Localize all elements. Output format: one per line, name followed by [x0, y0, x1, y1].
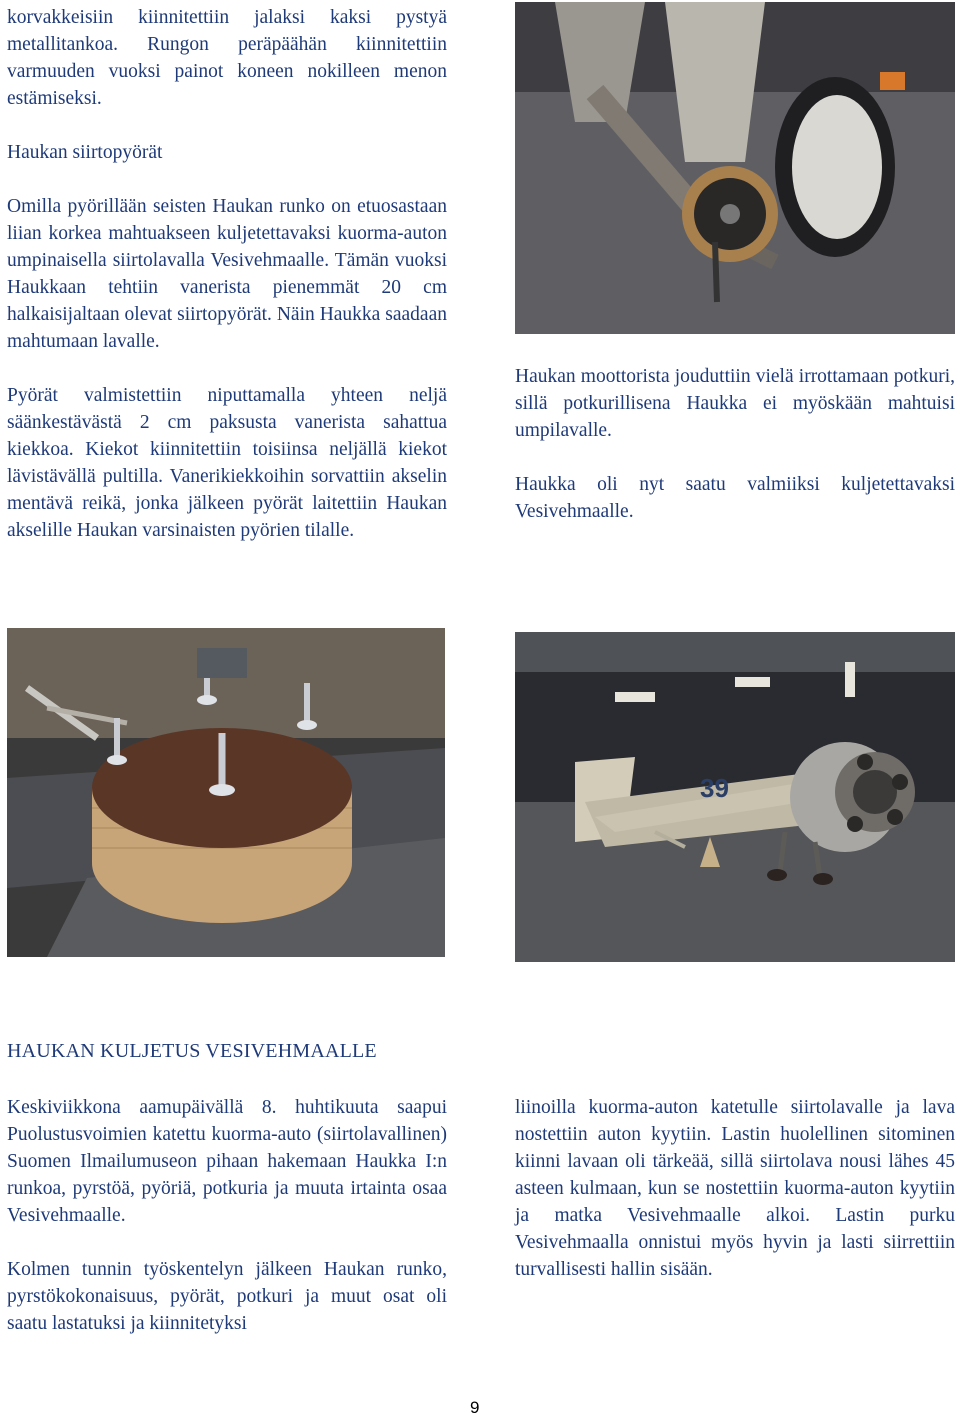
subheading-transport-wheels: Haukan siirtopyörät [7, 142, 163, 163]
paragraph-loading: Kolmen tunnin työskentelyn jälkeen Haukan runko, pyrstökokonaisuus, pyörät, potkuri ja muut osat oli saatu lastatuksi ja kiinnitetyksi [7, 1259, 447, 1334]
photo-aircraft-hangar [515, 632, 955, 962]
paragraph-wheels-reason: Omilla pyörillään seisten Haukan runko on etuosastaan liian korkea mahtuakseen kuljetettavaksi kuorma-auton umpinaisella siirtolavalla Vesivehmaalle. Tämän vuoksi Haukkaan tehtiin vanerista pienemmät 20 cm halkaisijaltaan olevat siirtopyörät. Näin Haukka saadaan mahtumaan lavalle. [7, 196, 447, 352]
paragraph-transport: liinoilla kuorma-auton katetulle siirtolavalle ja lava nostettiin auton kyytiin. Lastin huolellinen sitominen kiinni lavaan oli tärkeää, sillä siirtolava nousi lähes 45 asteen kulmaan, kun se nostettiin kuorma-auton kyytiin ja matka Vesivehmaalle alkoi. Lastin purku Vesivehmaalla onnistui myös hyvin ja lasti siirrettiin turvallisesti hallin sisään. [515, 1097, 955, 1280]
section-heading: HAUKAN KULJETUS VESIVEHMAALLE [7, 1040, 377, 1062]
paragraph-propeller: Haukan moottorista jouduttiin vielä irrottamaan potkuri, sillä potkurillisena Haukka ei myöskään mahtuisi umpilavalle. [515, 366, 955, 441]
photo-landing-gear [515, 2, 955, 334]
paragraph-intro: korvakkeisiin kiinnitettiin jalaksi kaksi pystyä metallitankoa. Rungon peräpäähän kiinnitettiin varmuuden vuoksi painot koneen nokilleen menon estämiseksi. [7, 7, 447, 109]
paragraph-truck-arrival: Keskiviikkona aamupäivällä 8. huhtikuuta saapui Puolustusvoimien katettu kuorma-auto (siirtolavallinen) Suomen Ilmailumuseon pihaan hakemaan Haukka I:n runkoa, pyrstöä, pyöriä, potkuria ja muuta irtainta osaa Vesivehmaalle. [7, 1097, 447, 1226]
paragraph-ready: Haukka oli nyt saatu valmiiksi kuljetettavaksi Vesivehmaalle. [515, 474, 955, 522]
photo-plywood-wheel [7, 628, 445, 957]
text-column-bottom-right [515, 1094, 955, 1283]
text-column-top-left [7, 4, 447, 544]
text-column-bottom-left [7, 1094, 447, 1337]
aircraft-marking: 39 [700, 773, 729, 803]
paragraph-wheels-construction: Pyörät valmistettiin niputtamalla yhteen neljä säänkestävästä 2 cm paksusta vanerista sahattua kiekkoa. Kiekot kiinnitettiin toisiinsa neljällä kiekot lävistävällä pultilla. Vanerikiekkoihin sorvattiin akselin mentävä reikä, jonka jälkeen pyörät laitettiin Haukan akselille Haukan varsinaisten pyörien tilalle. [7, 385, 447, 541]
text-column-top-right [515, 363, 955, 525]
page-number: 9 [470, 1398, 480, 1417]
